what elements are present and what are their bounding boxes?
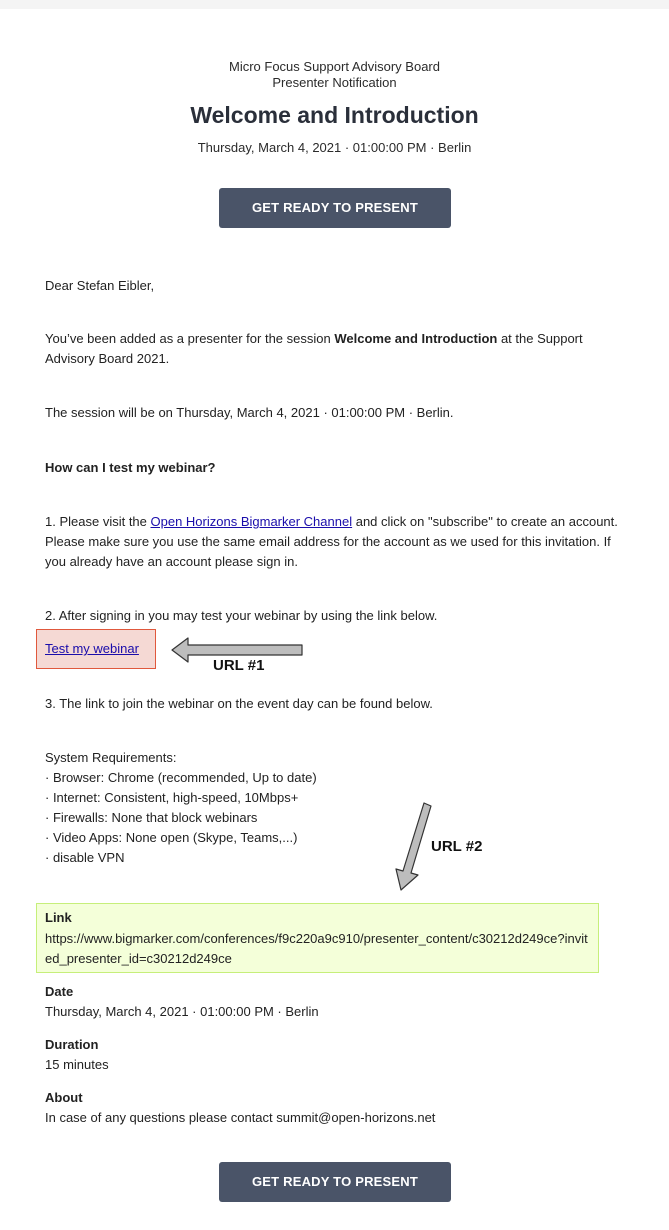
link-label: Link: [45, 910, 72, 925]
org-line1: Micro Focus Support Advisory Board: [229, 59, 440, 74]
session-date-paragraph: The session will be on Thursday, March 4, 2021 · 01:00:00 PM · Berlin.: [45, 405, 454, 420]
session-datetime: Thursday, March 4, 2021 · 01:00:00 PM · Berlin: [197, 140, 472, 155]
requirement-item: · Firewalls: None that block webinars: [45, 810, 258, 825]
url2-annotation: URL #2: [431, 838, 483, 855]
get-ready-button-top[interactable]: GET READY TO PRESENT: [219, 188, 451, 228]
about-label: About: [45, 1090, 83, 1105]
test-heading: How can I test my webinar?: [45, 460, 216, 475]
added-post: at the Support Advisory Board 2021.: [45, 331, 583, 366]
about-value: In case of any questions please contact summit@open-horizons.net: [45, 1110, 436, 1125]
step1-post: and click on "subscribe" to create an account. Please make sure you use the same email address for the account as we used for this invitation. If you already have an account please sign in.: [45, 514, 618, 569]
requirement-item: · Video Apps: None open (Skype, Teams,...): [45, 830, 298, 845]
duration-label: Duration: [45, 1037, 99, 1052]
date-value: Thursday, March 4, 2021 · 01:00:00 PM · Berlin: [45, 1004, 319, 1019]
url1-annotation: URL #1: [213, 657, 265, 674]
added-pre: You’ve been added as a presenter for the session: [45, 331, 335, 346]
step1-pre: 1. Please visit the: [45, 514, 151, 529]
requirement-item: · disable VPN: [45, 850, 125, 865]
get-ready-button-bottom[interactable]: GET READY TO PRESENT: [219, 1162, 451, 1202]
bigmarker-channel-link[interactable]: Open Horizons Bigmarker Channel: [150, 514, 353, 529]
arrow-down-icon: [396, 803, 431, 890]
requirement-item: · Internet: Consistent, high-speed, 10Mbps+: [45, 790, 299, 805]
join-webinar-url[interactable]: https://www.bigmarker.com/conferences/f9c220a9c910/presenter_content/c30212d249ce?invited_presenter_id=c30212d249ce: [45, 931, 588, 966]
date-label: Date: [45, 984, 74, 999]
step2-paragraph: 2. After signing in you may test your webinar by using the link below.: [45, 608, 438, 623]
page-title: Welcome and Introduction: [190, 102, 479, 128]
arrow-left-icon: [172, 638, 302, 662]
step3-paragraph: 3. The link to join the webinar on the event day can be found below.: [45, 696, 433, 711]
org-line2: Presenter Notification: [272, 75, 397, 90]
test-webinar-link[interactable]: Test my webinar: [45, 641, 139, 656]
join-link-highlight: [36, 903, 599, 973]
duration-value: 15 minutes: [45, 1057, 109, 1072]
requirements-title: System Requirements:: [45, 750, 177, 765]
session-name: Welcome and Introduction: [334, 331, 498, 346]
greeting: Dear Stefan Eibler,: [45, 278, 155, 293]
requirement-item: · Browser: Chrome (recommended, Up to date): [45, 770, 317, 785]
